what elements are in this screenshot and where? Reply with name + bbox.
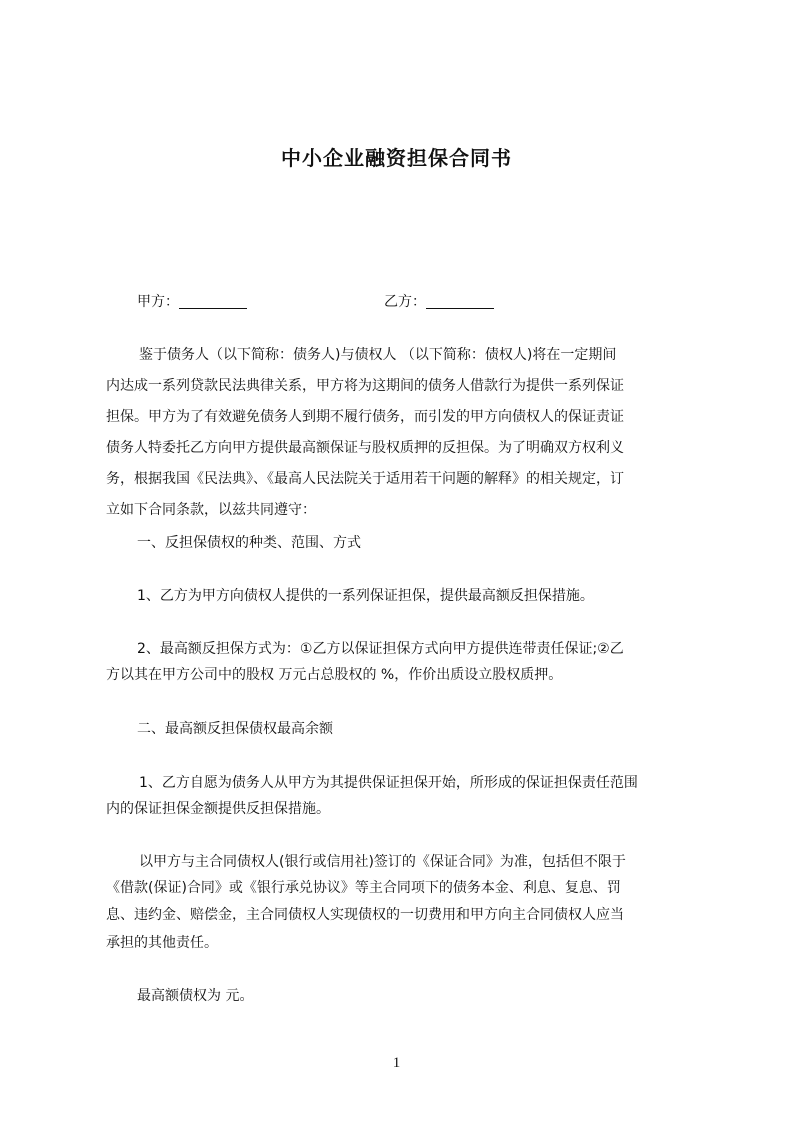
max-claim-text: 最高额债权为 元。 xyxy=(137,988,254,1004)
clause-text: 息、违约金、赔偿金，主合同债权人实现债权的一切费用和甲方向主合同债权人应当 xyxy=(106,907,624,923)
preamble-line: 立如下合同条款，以兹共同遵守： xyxy=(106,502,316,518)
clause-text: 1、乙方自愿为债务人从甲方为其提供保证担保开始，所形成的保证担保责任范围 xyxy=(139,775,638,791)
clause-text: 内的保证担保金额提供反担保措施。 xyxy=(106,801,330,817)
clause-text: 1、乙方为甲方向债权人提供的一系列保证担保，提供最高额反担保措施。 xyxy=(137,588,594,604)
preamble-line: 担保。甲方为了有效避免债务人到期不履行债务，而引发的甲方向债权人的保证责证 xyxy=(106,409,624,425)
party-b xyxy=(384,291,494,311)
party-a-blank xyxy=(179,307,247,309)
section-heading: 一、反担保债权的种类、范围、方式 xyxy=(137,535,361,551)
clause-text: 《借款(保证)合同》或《银行承兑协议》等主合同项下的债务本金、利息、复息、罚 xyxy=(106,880,621,896)
clause-text: 2、最高额反担保方式为：①乙方以保证担保方式向甲方提供连带责任保证;②乙 xyxy=(137,641,624,657)
preamble-line: 债务人特委托乙方向甲方提供最高额保证与股权质押的反担保。为了明确双方权利义 xyxy=(106,440,624,456)
party-b-label: 乙方： xyxy=(384,294,426,310)
party-b-blank xyxy=(426,307,494,309)
preamble-line: 鉴于债务人（以下简称：债务人)与债权人 （以下简称：债权人)将在一定期间 xyxy=(139,347,617,363)
preamble-line: 内达成一系列贷款民法典律关系，甲方将为这期间的债务人借款行为提供一系列保证 xyxy=(106,378,624,394)
page-number: 1 xyxy=(392,1055,401,1071)
preamble-line: 务，根据我国《民法典》、《最高人民法院关于适用若干问题的解释》的相关规定，订 xyxy=(106,471,624,487)
section-heading: 二、最高额反担保债权最高余额 xyxy=(137,721,333,737)
document-title: 中小企业融资担保合同书 xyxy=(281,146,512,170)
clause-text: 方以其在甲方公司中的股权 万元占总股权的 %，作价出质设立股权质押。 xyxy=(106,667,563,683)
party-a xyxy=(137,291,247,311)
clause-text: 承担的其他责任。 xyxy=(106,935,218,951)
clause-text: 以甲方与主合同债权人(银行或信用社)签订的《保证合同》为准，包括但不限于 xyxy=(139,854,626,870)
party-a-label: 甲方： xyxy=(137,294,179,310)
